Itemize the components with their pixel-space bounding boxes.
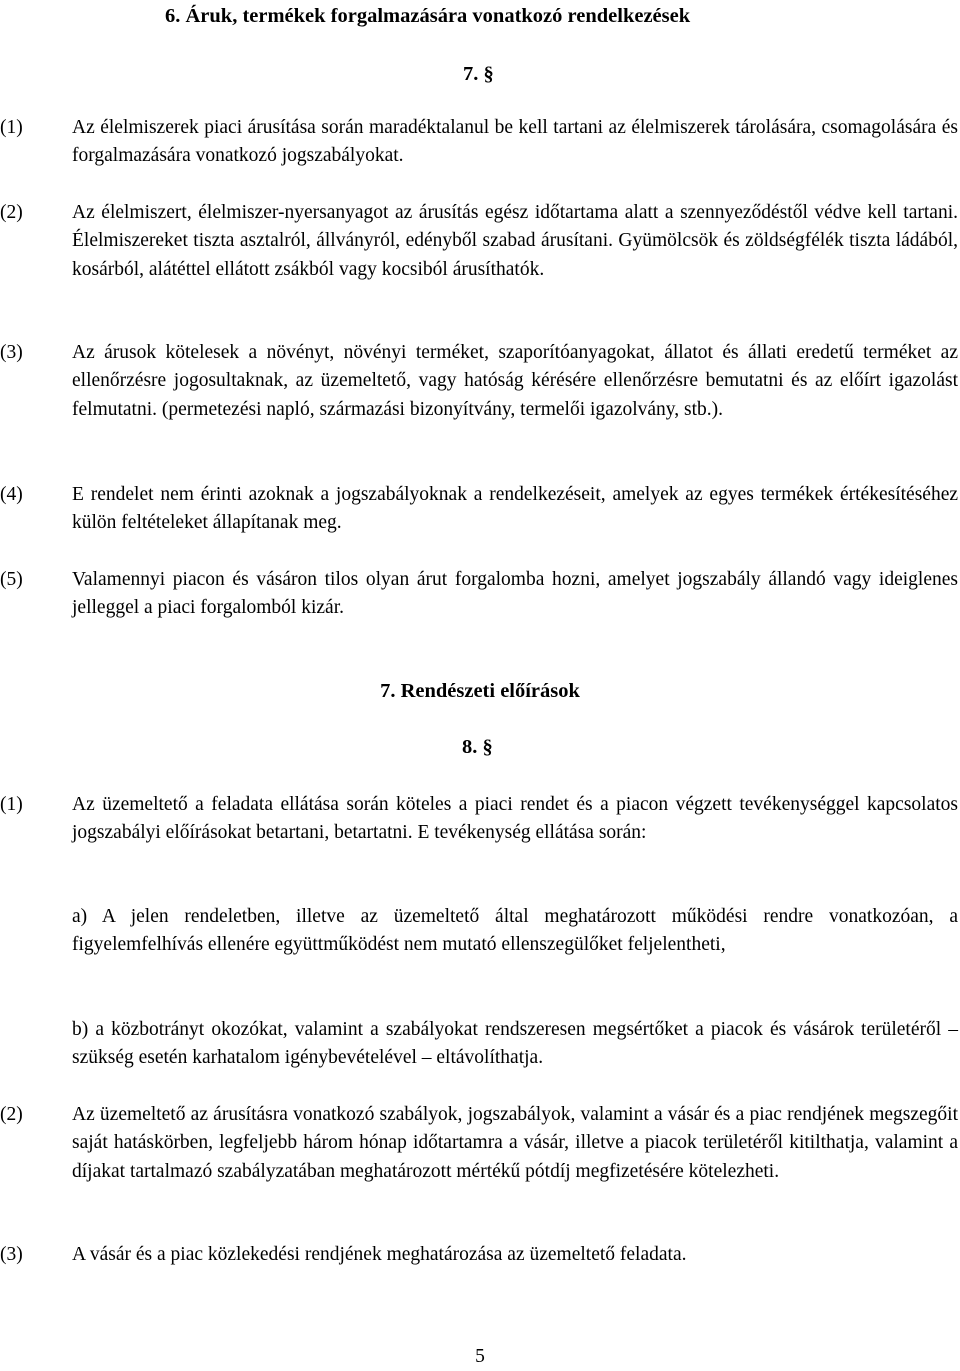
- paragraph-number: (1): [0, 117, 23, 138]
- list-item-text: a) A jelen rendeletben, illetve az üzemeltető által meghatározott működési rendre vonatkozóan, a figyelemfelhívás ellenére együttműködést nem mutató ellenszegülőket feljelentheti,: [72, 906, 958, 956]
- paragraph-number: (2): [0, 1104, 23, 1125]
- chapter-title: 7. Rendészeti előírások: [380, 680, 580, 702]
- paragraph-text: Az élelmiszerek piaci árusítása során maradéktalanul be kell tartani az élelmiszerek tárolására, csomagolására és forgalmazására vonatkozó jogszabályokat.: [72, 117, 958, 167]
- section-title: 6. Áruk, termékek forgalmazására vonatkozó rendelkezések: [165, 5, 691, 27]
- paragraph-text: E rendelet nem érinti azoknak a jogszabályoknak a rendelkezéseit, amelyek az egyes termékek értékesítéséhez külön feltételeket állapítanak meg.: [72, 484, 958, 534]
- paragraph-number: (3): [0, 1244, 23, 1265]
- paragraph-text: Az üzemeltető a feladata ellátása során köteles a piaci rendet és a piacon végzett tevékenységgel kapcsolatos jogszabályi előírásokat betartani, betartatni. E tevékenység ellátása során:: [72, 794, 958, 844]
- paragraph-number: (2): [0, 202, 23, 223]
- paragraph-text: Valamennyi piacon és vásáron tilos olyan árut forgalomba hozni, amelyet jogszabály állandó vagy ideiglenes jelleggel a piaci forgalomból kizár.: [72, 569, 958, 619]
- paragraph-text: Az üzemeltető az árusításra vonatkozó szabályok, jogszabályok, valamint a vásár és a piac rendjének megszegőit saját hatáskörben, legfeljebb három hónap időtartamra a vásár, illetve a piacok területéről kitilthatja, valamint a díjakat tartalmazó szabályzatában meghatározott mértékű pótdíj megfizetésére kötelezheti.: [72, 1104, 958, 1182]
- section-mark-8: 8. §: [462, 736, 493, 758]
- paragraph-text: Az élelmiszert, élelmiszer-nyersanyagot az árusítás egész időtartama alatt a szennyeződéstől védve kell tartani. Élelmiszereket tiszta asztalról, állványról, edényből szabad árusítani. Gyümölcsök és zöldségfélék tiszta ládából, kosárból, alátéttel ellátott zsákból vagy kocsiból árusíthatók.: [72, 202, 958, 280]
- paragraph-text: A vásár és a piac közlekedési rendjének meghatározása az üzemeltető feladata.: [72, 1244, 687, 1265]
- section-mark-7: 7. §: [463, 63, 494, 85]
- paragraph-text: Az árusok kötelesek a növényt, növényi terméket, szaporítóanyagokat, állatot és állati eredetű terméket az ellenőrzésre jogosultaknak, az üzemeltető, vagy hatóság kérésére ellenőrzésre bemutatni és az előírt igazolást felmutatni. (permetezési napló, származási bizonyítvány, termelői igazolvány, stb.).: [72, 342, 958, 420]
- paragraph-number: (5): [0, 569, 23, 590]
- page-number: 5: [475, 1346, 485, 1367]
- paragraph-number: (1): [0, 794, 23, 815]
- list-item-text: b) a közbotrányt okozókat, valamint a szabályokat rendszeresen megsértőket a piacok és vásárok területéről – szükség esetén karhatalom igénybevételével – eltávolíthatja.: [72, 1019, 958, 1069]
- paragraph-number: (4): [0, 484, 23, 505]
- paragraph-number: (3): [0, 342, 23, 363]
